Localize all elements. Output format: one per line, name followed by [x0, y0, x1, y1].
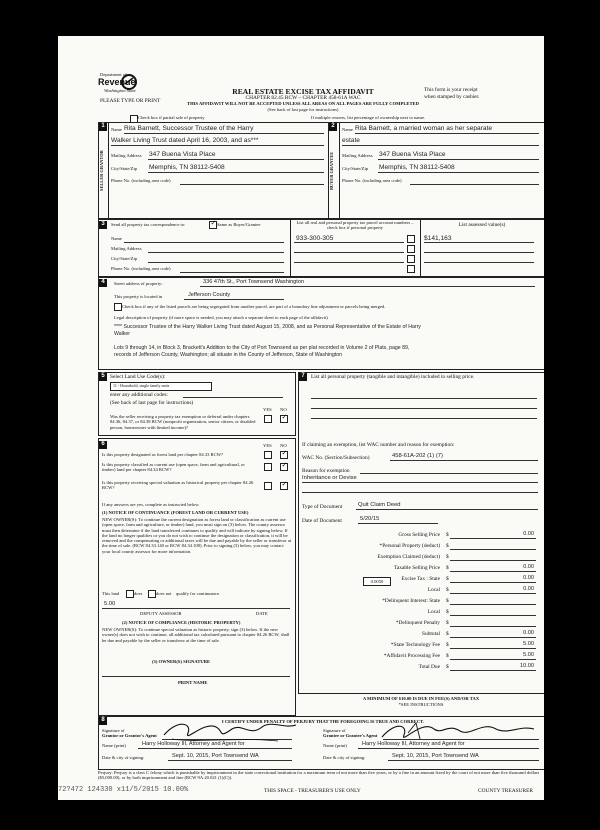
- section-6-number: 6: [99, 441, 107, 449]
- tax-row-label: Excise Tax : State: [401, 576, 440, 582]
- deputy-assessor-label: DEPUTY ASSESSOR: [140, 611, 182, 616]
- tax-row-currency: $: [446, 554, 449, 560]
- tax-row-value[interactable]: 0.00: [523, 531, 534, 537]
- personal-property-label: List all personal property (tangible and intangible) included in selling price.: [311, 374, 475, 380]
- seller-mailing-label: Mailing Address: [111, 153, 142, 158]
- buyer-mailing-label: Mailing Address: [342, 153, 373, 158]
- multiple-owners-note: If multiple owners, list percentage of ownership next to name.: [311, 115, 426, 120]
- historic-question: Is this property receiving special valuation as historical property per chapter 84.26 RCW?: [102, 480, 254, 491]
- see-instructions-note: *SEE INSTRUCTIONS: [398, 702, 444, 707]
- buyer-name-line1[interactable]: Rita Barnett, a married woman as her separate: [355, 125, 493, 132]
- tax-row-value[interactable]: 5.00: [523, 652, 534, 658]
- tax-row-value[interactable]: 0.00: [523, 586, 534, 592]
- grantor-sig-label-2: Grantor or Grantor's Agent: [102, 733, 157, 738]
- tax-row-value[interactable]: 10.00: [520, 663, 534, 669]
- county[interactable]: Jefferson County: [188, 292, 231, 298]
- tax-row-underline: [450, 626, 536, 627]
- print-name-label: PRINT NAME: [178, 680, 208, 685]
- sec3-phone-label: Phone No. (including area code): [111, 266, 171, 271]
- local-rate-box[interactable]: [363, 577, 391, 586]
- sec6-yes-header: YES: [263, 443, 272, 448]
- seller-name-label: Name: [111, 127, 122, 132]
- same-as-buyer-label: Same as Buyer/Grantee: [217, 222, 261, 227]
- tax-row-value[interactable]: 5.00: [523, 641, 534, 647]
- grantee-date-city[interactable]: Sept. 10, 2015, Port Townsend WA: [392, 753, 479, 759]
- type-or-print: PLEASE TYPE OR PRINT: [100, 98, 161, 104]
- tax-row-currency: $: [446, 532, 449, 538]
- tax-row-label: *Delinquent Penalty: [395, 620, 440, 626]
- doc-type-label: Type of Document: [302, 504, 343, 510]
- wac-label: WAC No. (Section/Subsection): [302, 455, 370, 461]
- seller-city[interactable]: Memphis, TN 38112-5408: [149, 164, 225, 171]
- send-correspondence-label: Send all property tax correspondence to:: [111, 222, 186, 227]
- form-title: REAL ESTATE EXCISE TAX AFFIDAVIT: [232, 87, 374, 96]
- sec3-name-label: Name: [111, 236, 122, 241]
- parcel-4-personal-checkbox[interactable]: [407, 265, 415, 273]
- historic-no-checkbox[interactable]: ✓: [281, 480, 288, 488]
- tax-row-label: Exemption Claimed (deduct): [377, 554, 440, 560]
- parcel-header: List all real and personal property tax parcel account numbers – check box if personal property: [296, 220, 414, 231]
- does-label: does: [134, 591, 143, 596]
- tax-row-value[interactable]: 0.00: [523, 564, 534, 570]
- forest-question: Is this property designated as forest land per chapter 84.33 RCW?: [102, 452, 224, 457]
- section-8-number: 8: [99, 717, 107, 725]
- seller-city-label: City/State/Zip: [111, 166, 138, 171]
- section-7-number: 7: [299, 373, 307, 381]
- tax-row-value[interactable]: 0.00: [523, 630, 534, 636]
- treasurer-stamp: 72?472 124330 x11/5/2015 10.00%: [58, 786, 189, 794]
- street-address[interactable]: 336 47th St., Port Townsend Washington: [203, 279, 305, 285]
- current-use-no-checkbox[interactable]: ✓: [281, 461, 288, 469]
- tax-row-label: Local: [427, 609, 440, 615]
- legal-line-4[interactable]: records of Jefferson County, Washington; all situate in the County of Jefferson, State of Washington: [114, 352, 342, 358]
- wac-number[interactable]: 458-61A-202 (1) (7): [392, 453, 443, 459]
- tax-row-label: *Delinquent Interest: State: [382, 598, 440, 604]
- tax-row-currency: $: [446, 543, 449, 549]
- sec6-no-header: NO: [280, 443, 287, 448]
- tax-row-underline: [450, 560, 536, 561]
- tax-row-label: Taxable Selling Price: [393, 565, 440, 571]
- tax-row-underline: [450, 637, 536, 638]
- form-warning: THIS AFFIDAVIT WILL NOT BE ACCEPTED UNLESS ALL AREAS ON ALL PAGES ARE FULLY COMPLETED: [187, 101, 419, 106]
- deputy-date-label: DATE: [256, 611, 268, 616]
- affidavit-form: [58, 36, 544, 800]
- forest-yes-checkbox[interactable]: [264, 451, 272, 459]
- county-treasurer-label: COUNTY TREASURER: [478, 788, 533, 794]
- grantee-print-name[interactable]: Harry Holloway III, Attorney and Agent for: [362, 741, 465, 747]
- tax-row-underline: [450, 604, 536, 605]
- doc-date[interactable]: 5/20/15: [360, 516, 380, 522]
- legal-line-3[interactable]: Lots 9 through 14, in Block 3, Brackett's Addition to the City of Port Townsend as per plat recorded in Volume 2 of Plats, page 89,: [114, 345, 410, 351]
- tax-row-underline: [450, 670, 536, 671]
- land-use-value: 11 - Household, single family units: [113, 382, 170, 388]
- boundary-label: Check box if any of the listed parcels are being segregated from another parcel, are part of a boundary line adjustment or parcels being merged.: [122, 304, 386, 309]
- doc-date-label: Date of Document: [302, 518, 342, 524]
- tax-row-underline: [450, 549, 536, 550]
- legal-line-1[interactable]: **** Successor Trustee of the Harry Walker Living Trust dated August 15, 2008, and as Personal Representative of the Estate of Harry: [114, 324, 421, 330]
- dept-state: Washington State: [104, 88, 136, 93]
- sec5-yes-checkbox[interactable]: [264, 415, 272, 423]
- reason-value[interactable]: Inheritance or Devise: [302, 475, 357, 481]
- seller-side-label: SELLER GRANTOR: [99, 150, 104, 192]
- grantor-print-name[interactable]: Harry Holloway III, Attorney and Agent for: [142, 741, 245, 747]
- buyer-side-label: BUYER GRANTEE: [329, 151, 334, 191]
- tax-row-label: Total Due: [418, 664, 440, 670]
- receipt-note-2: when stamped by cashier.: [424, 94, 480, 100]
- current-use-question: Is this property classified as current use (open space, farm and agricultural, or timber) land per chapter 84.34 RCW?: [102, 462, 245, 473]
- located-label: This property is located in: [114, 294, 163, 299]
- if-yes-note: If any answers are yes, complete as instructed below.: [102, 502, 200, 507]
- tax-row-currency: $: [446, 642, 449, 648]
- tax-row-underline: [450, 648, 536, 649]
- tax-row-currency: $: [446, 631, 449, 637]
- dept-name: Revenue: [98, 77, 136, 87]
- tax-row-underline: [450, 615, 536, 616]
- grantee-date-label: Date & city of signing:: [323, 755, 366, 760]
- grantee-name-label: Name (print): [323, 743, 347, 748]
- does-not-label: does not: [156, 591, 172, 596]
- local-rate: 0.0050: [370, 578, 384, 584]
- seller-mailing[interactable]: 347 Buena Vista Place: [149, 151, 216, 158]
- buyer-city[interactable]: Memphis, TN 38112-5408: [379, 164, 455, 171]
- buyer-name-line2[interactable]: estate: [342, 137, 360, 144]
- tax-row-label: *Personal Property (deduct): [379, 543, 440, 549]
- parcel-1-personal-checkbox[interactable]: [407, 235, 415, 243]
- tax-row-currency: $: [446, 653, 449, 659]
- assessed-value[interactable]: $141,163: [424, 235, 452, 242]
- sec5-yes-header: YES: [263, 407, 272, 412]
- grantee-sig-label-1: Signature of: [323, 728, 346, 733]
- buyer-mailing[interactable]: 347 Buena Vista Place: [379, 151, 446, 158]
- buyer-phone-label: Phone No. (including area code): [342, 178, 402, 183]
- historic-yes-checkbox[interactable]: [264, 482, 272, 490]
- parcel-2-personal-checkbox[interactable]: [407, 245, 415, 253]
- tax-row-underline: [450, 659, 536, 660]
- perjury-notice: Perjury: Perjury is a class C felony which is punishable by imprisonment in the state correctional institution for a maximum term of not more than five years, or by a fine in an amount fixed by the court of not more than five thousand dollars ($5,000.00), or by both imprisonment and fine (RCW 9A.20.021 (1)(C)).: [98, 770, 540, 781]
- sec5-see-back: (See back of last page for instructions): [110, 400, 194, 406]
- buyer-city-label: City/State/Zip: [342, 166, 369, 171]
- tax-row-label: *Affidavit Processing Fee: [383, 653, 440, 659]
- receipt-note-1: This form is your receipt: [424, 87, 478, 93]
- tax-row-underline: [450, 571, 536, 572]
- parcel-3-personal-checkbox[interactable]: [407, 255, 415, 263]
- tax-row-label: Subtotal: [422, 631, 440, 637]
- section-1-number: 1: [99, 123, 107, 131]
- seller-name-line2[interactable]: Walker Living Trust dated April 16, 2003, and as***: [111, 137, 259, 144]
- sec5-no-checkbox[interactable]: ✓: [281, 413, 288, 421]
- tax-row-value[interactable]: 0.00: [523, 575, 534, 581]
- tax-row-label: Gross Selling Price: [398, 532, 440, 538]
- section-4-number: 4: [99, 279, 107, 287]
- sec3-mailing-label: Mailing Address: [111, 246, 142, 251]
- notice-continuance-title: (1) NOTICE OF CONTINUANCE (FOREST LAND OR CURRENT USE): [102, 510, 249, 515]
- grantor-name-label: Name (print): [102, 743, 126, 748]
- additional-codes-label: enter any additional codes:: [110, 392, 168, 398]
- treasurer-space-label: THIS SPACE - TREASURER'S USE ONLY: [264, 788, 361, 794]
- does-not-checkbox[interactable]: [148, 590, 156, 598]
- section-3-number: 3: [99, 221, 107, 229]
- minimum-fee-note: A MINIMUM OF $10.00 IS DUE IN FEE(S) AND/OR TAX: [362, 696, 480, 701]
- grantor-sig-label-1: Signature of: [102, 728, 125, 733]
- legal-line-2[interactable]: Walker: [114, 331, 130, 337]
- grantor-date-city[interactable]: Sept. 10, 2015, Port Townsend WA: [172, 753, 259, 759]
- form-chapter: CHAPTER 82.45 RCW – CHAPTER 458-61A WAC: [245, 95, 361, 101]
- legal-description-label: Legal description of property (if more space is needed, you may attach a separate sheet to each page of the affidavit): [114, 315, 328, 320]
- certify-statement: I CERTIFY UNDER PENALTY OF PERJURY THAT THE FOREGOING IS TRUE AND CORRECT.: [221, 719, 425, 724]
- see-back-note: (See back of last page for instructions): [267, 107, 339, 112]
- sec5-no-header: NO: [280, 407, 287, 412]
- street-label: Street address of property:: [114, 281, 163, 286]
- tax-row-underline: [450, 593, 536, 594]
- notice-compliance-text: NEW OWNER(S): To continue special valuation as historic property, sign (3) below. If the new owner(s) does not wish to continue, all additional tax calculated pursuant to chapter 84.26 RCW, shall be due and payable by the seller or transferor at the time of sale.: [102, 627, 290, 643]
- tax-row-currency: $: [446, 598, 449, 604]
- tax-row-label: Local: [427, 587, 440, 593]
- tax-row-currency: $: [446, 565, 449, 571]
- exemption-claim-label: If claiming an exemption, list WAC number and reason for exemption:: [302, 442, 455, 448]
- land-use-select[interactable]: [110, 382, 212, 391]
- grantee-sig-label-2: Grantee or Grantee's Agent: [323, 733, 378, 738]
- exemption-question: Was the seller receiving a property tax exemption or deferral under chapters 84.36, 84.37, or 84.38 RCW (nonprofit organization, senior citizen, or disabled person, homeowner with limited income)?: [110, 414, 256, 430]
- tax-row-currency: $: [446, 576, 449, 582]
- current-use-yes-checkbox[interactable]: [264, 463, 272, 471]
- grantor-date-label: Date & city of signing:: [102, 755, 145, 760]
- tax-row-currency: $: [446, 587, 449, 593]
- buyer-name-label: Name: [342, 127, 353, 132]
- tax-row-currency: $: [446, 620, 449, 626]
- assessed-header: List assessed value(s): [458, 222, 506, 228]
- tax-row-label: *State Technology Fee: [390, 642, 440, 648]
- seller-phone-label: Phone No. (including area code): [111, 178, 171, 183]
- qualify-label: qualify for continuance.: [176, 591, 221, 596]
- does-checkbox[interactable]: [126, 590, 134, 598]
- reason-label: Reason for exemption: [302, 468, 350, 474]
- tax-row-underline: [450, 538, 536, 539]
- section-2-number: 2: [329, 123, 337, 131]
- seller-name-line1[interactable]: Rita Barnett, Successor Trustee of the Harry: [124, 125, 254, 132]
- sec3-city-label: City/State/Zip: [111, 256, 138, 261]
- notice-compliance-title: (2) NOTICE OF COMPLIANCE (HISTORIC PROPERTY): [122, 620, 241, 625]
- same-as-buyer-checkbox[interactable]: ✓: [210, 219, 217, 227]
- notice-continuance-text: NEW OWNER(S): To continue the current designation as forest land or classification as current use (open space, farm and agriculture, or timber) land, you must sign on (3) below. The county assessor must then determine if the land transferred continues to qualify and will indicate by signing below. If the land no longer qualifies or you do not wish to continue the designation or classification, it will be removed and the compensating or additional taxes will be due and payable by the seller or transferor at the time of sale. (RCW 84.33.140 or RCW 84.34.108). Prior to signing (3) below, you may contact your local county assessor for more information.: [102, 517, 292, 554]
- land-use-label: Select Land Use Code(s):: [110, 374, 166, 380]
- tax-row-currency: $: [446, 609, 449, 615]
- tax-row-underline: [450, 582, 536, 583]
- parcel-number[interactable]: 933-300-305: [296, 235, 334, 242]
- doc-type[interactable]: Quit Claim Deed: [358, 502, 401, 508]
- boundary-checkbox[interactable]: [114, 303, 122, 311]
- owner-signature-label: (3) OWNER(S) SIGNATURE: [152, 659, 211, 664]
- deputy-value[interactable]: 5.00: [104, 601, 116, 607]
- tax-row-currency: $: [446, 664, 449, 670]
- section-5-number: 5: [99, 373, 107, 381]
- this-land-label: This land: [102, 591, 120, 596]
- partial-sale-label: Check box if partial sale of property: [138, 115, 205, 120]
- forest-no-checkbox[interactable]: ✓: [281, 449, 288, 457]
- dept-label: Department of: [100, 72, 127, 77]
